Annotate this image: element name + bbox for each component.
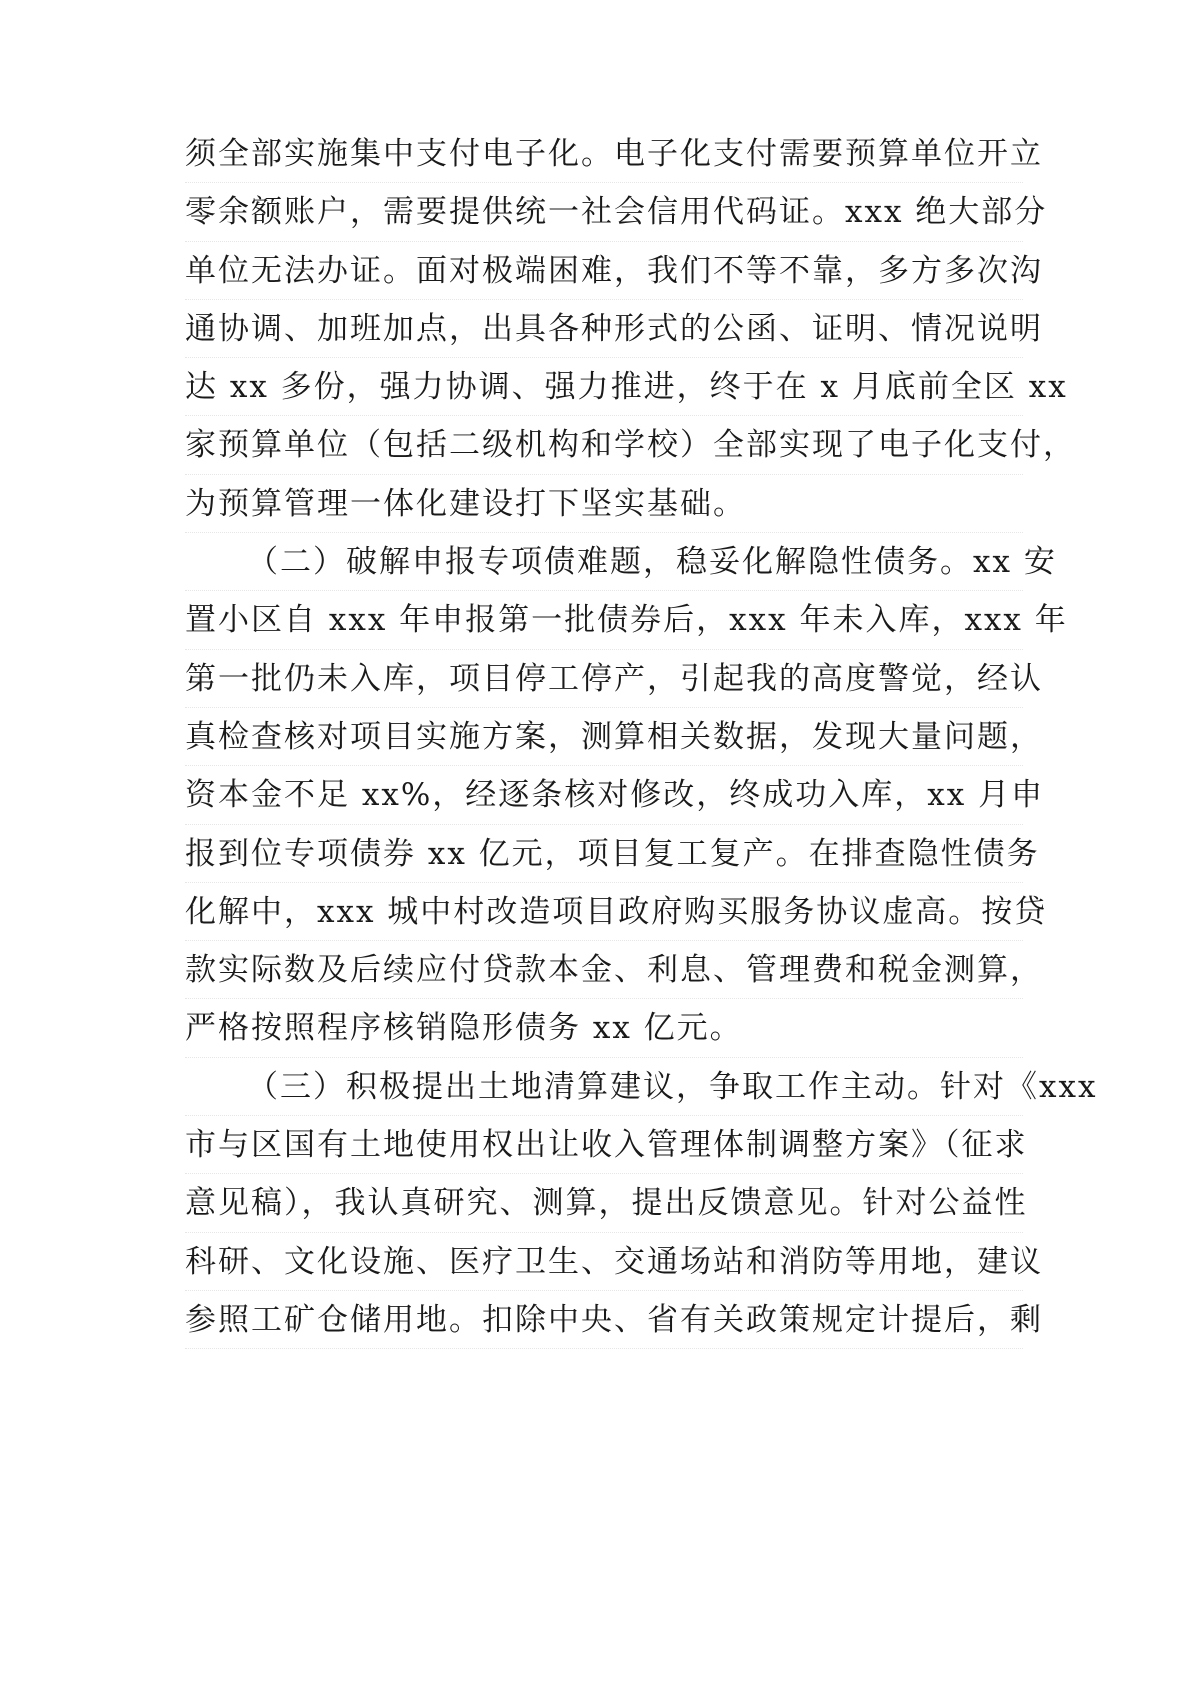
text-line: 资本金不足 xx%，经逐条核对修改，终成功入库，xx 月申 xyxy=(185,766,1023,824)
document-body xyxy=(185,125,1098,1349)
text-line: （二）破解申报专项债难题，稳妥化解隐性债务。xx 安 xyxy=(185,533,1023,591)
text-line: 真检查核对项目实施方案，测算相关数据，发现大量问题， xyxy=(185,708,1023,766)
text-line: 报到位专项债券 xx 亿元，项目复工复产。在排查隐性债务 xyxy=(185,825,1023,883)
text-line: 须全部实施集中支付电子化。电子化支付需要预算单位开立 xyxy=(185,125,1023,183)
text-line: 达 xx 多份，强力协调、强力推进，终于在 x 月底前全区 xx xyxy=(185,358,1023,416)
text-line: （三）积极提出土地清算建议，争取工作主动。针对《xxx xyxy=(185,1058,1023,1116)
text-line: 通协调、加班加点，出具各种形式的公函、证明、情况说明 xyxy=(185,300,1023,358)
text-line: 单位无法办证。面对极端困难，我们不等不靠，多方多次沟 xyxy=(185,242,1023,300)
text-line: 参照工矿仓储用地。扣除中央、省有关政策规定计提后，剩 xyxy=(185,1291,1023,1349)
text-line: 市与区国有土地使用权出让收入管理体制调整方案》（征求 xyxy=(185,1116,1023,1174)
text-line: 科研、文化设施、医疗卫生、交通场站和消防等用地，建议 xyxy=(185,1233,1023,1291)
text-line: 家预算单位（包括二级机构和学校）全部实现了电子化支付， xyxy=(185,416,1023,474)
text-line: 零余额账户，需要提供统一社会信用代码证。xxx 绝大部分 xyxy=(185,183,1023,241)
text-line: 为预算管理一体化建设打下坚实基础。 xyxy=(185,475,1023,533)
text-line: 意见稿），我认真研究、测算，提出反馈意见。针对公益性 xyxy=(185,1174,1023,1232)
text-line: 置小区自 xxx 年申报第一批债券后，xxx 年未入库，xxx 年 xyxy=(185,591,1023,649)
text-line: 严格按照程序核销隐形债务 xx 亿元。 xyxy=(185,999,1023,1057)
text-line: 第一批仍未入库，项目停工停产，引起我的高度警觉，经认 xyxy=(185,650,1023,708)
text-line: 化解中，xxx 城中村改造项目政府购买服务协议虚高。按贷 xyxy=(185,883,1023,941)
text-line: 款实际数及后续应付贷款本金、利息、管理费和税金测算， xyxy=(185,941,1023,999)
